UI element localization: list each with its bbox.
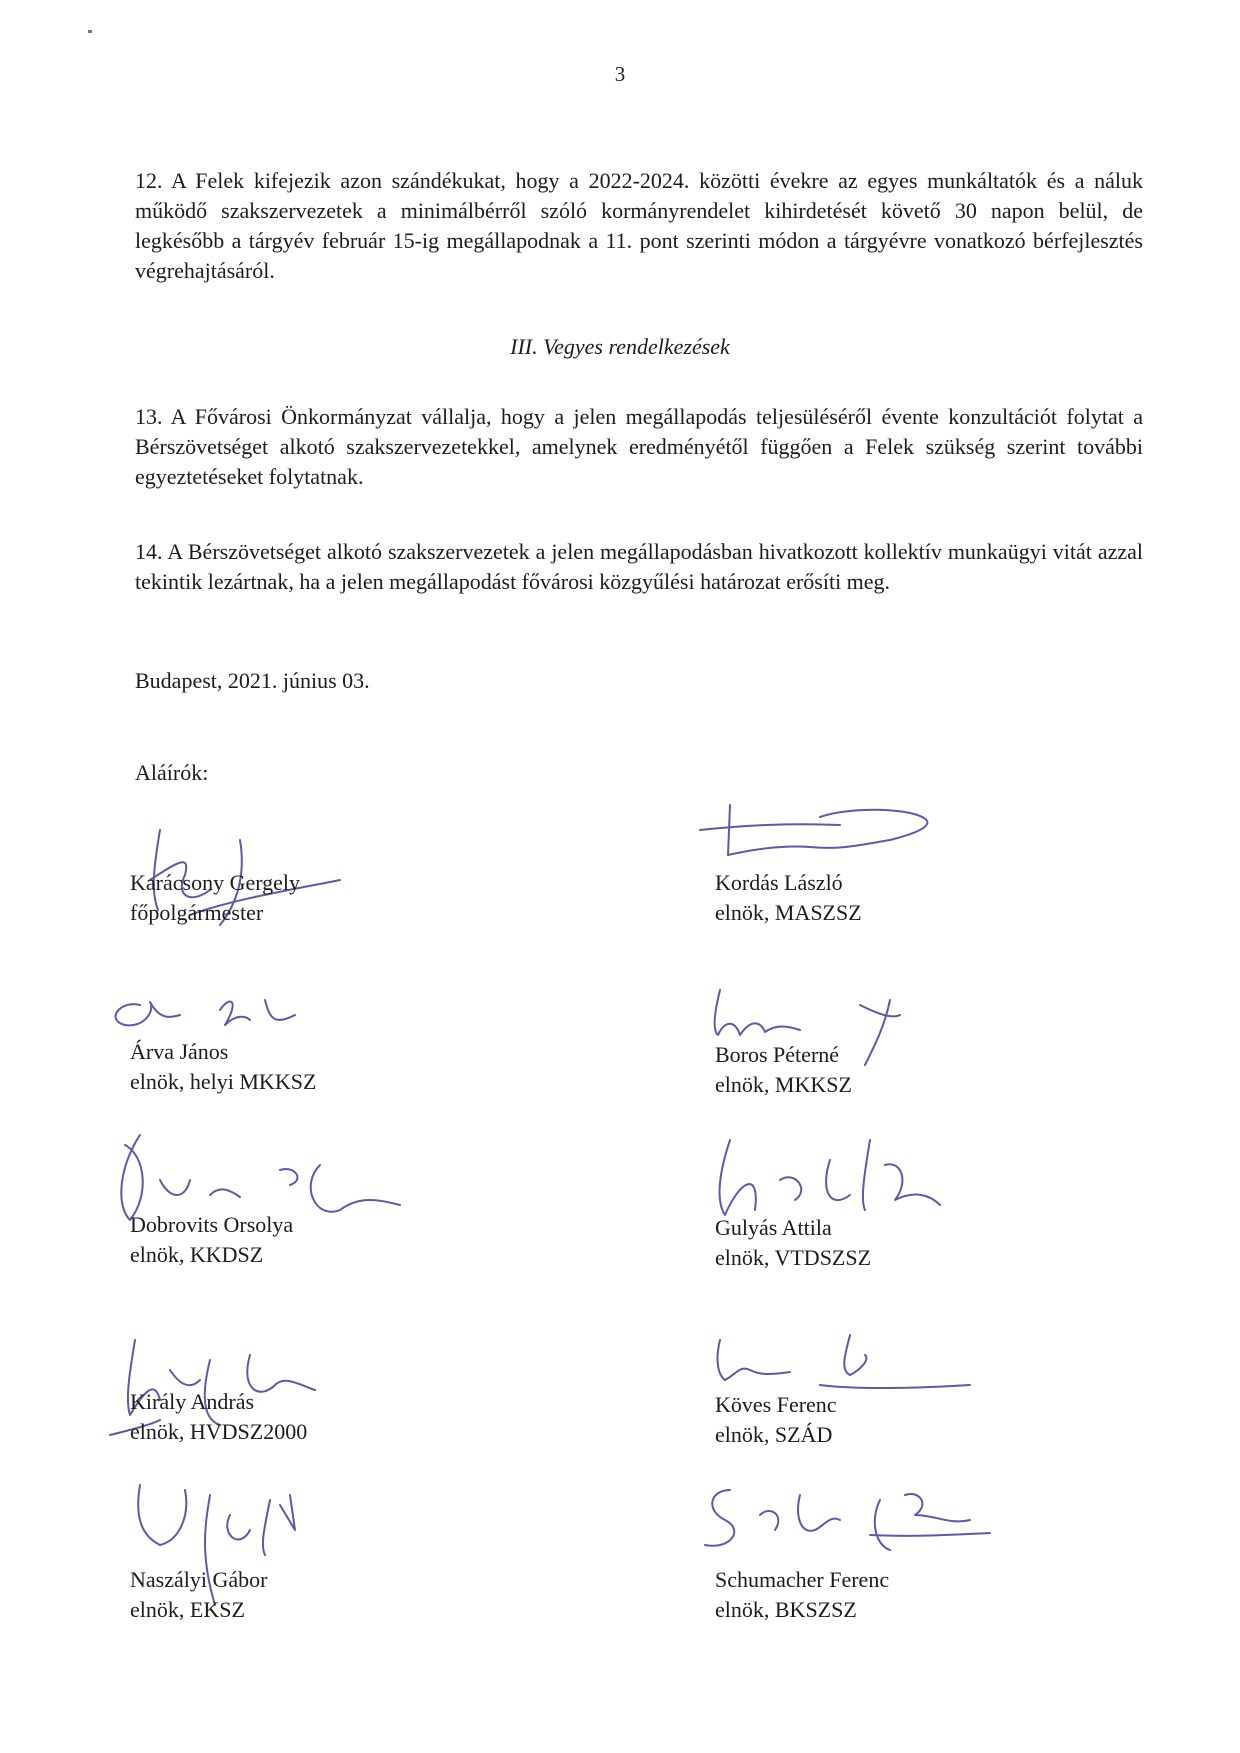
signer-name: Boros Péterné — [715, 1042, 840, 1067]
signer-title: elnök, SZÁD — [715, 1422, 833, 1447]
signer-name: Árva János — [130, 1039, 229, 1064]
signature-kordas — [690, 795, 970, 875]
signer-title: elnök, EKSZ — [130, 1597, 245, 1622]
signer-block — [715, 1040, 1115, 1100]
signature-arva — [100, 990, 330, 1040]
signer-name: Naszályi Gábor — [130, 1567, 268, 1592]
signer-block — [130, 1565, 530, 1625]
signer-title: főpolgármester — [130, 900, 264, 925]
signer-title: elnök, BKSZSZ — [715, 1597, 857, 1622]
paragraph-14: 14. A Bérszövetséget alkotó szakszervezetek a jelen megállapodásban hivatkozott kollektív munkaügyi vitát azzal tekintik lezártnak, ha a jelen megállapodást fővárosi közgyűlési határozat erősíti meg. — [135, 539, 1143, 594]
signer-block — [130, 1210, 530, 1270]
signer-name: Király András — [130, 1389, 255, 1414]
place-date: Budapest, 2021. június 03. — [135, 668, 370, 693]
signature-schumacher — [690, 1475, 1010, 1565]
signer-block — [715, 1213, 1115, 1273]
signer-name: Dobrovits Orsolya — [130, 1212, 294, 1237]
signer-block — [715, 868, 1115, 928]
signer-name: Köves Ferenc — [715, 1392, 837, 1417]
page-number: 3 — [614, 62, 626, 86]
signer-name: Gulyás Attila — [715, 1215, 832, 1240]
signer-title: elnök, helyi MKKSZ — [130, 1069, 317, 1094]
signer-title: elnök, MASZSZ — [715, 900, 862, 925]
signer-title: elnök, HVDSZ2000 — [130, 1419, 308, 1444]
paragraph-12: 12. A Felek kifejezik azon szándékukat, hogy a 2022-2024. közötti évekre az egyes munkáltatók és a náluk működő szakszervezetek a minimálbérről szóló kormányrendelet kihirdetését követő 30 napon belül, de legkésőbb a tárgyév február 15-ig megállapodnak a 11. pont szerinti módon a tárgyévre vonatkozó bérfejlesztés végrehajtásáról. — [135, 168, 1143, 283]
signer-name: Schumacher Ferenc — [715, 1567, 890, 1592]
signer-title: elnök, KKDSZ — [130, 1242, 264, 1267]
signer-block — [130, 868, 530, 928]
signer-name: Kordás László — [715, 870, 843, 895]
paragraph-13: 13. A Fővárosi Önkormányzat vállalja, hogy a jelen megállapodás teljesüléséről évente konzultációt folytat a Bérszövetséget alkotó szakszervezetekkel, amelynek eredményétől függően a Felek szükség szerint további egyeztetéseket folytatnak. — [135, 404, 1143, 489]
signer-block — [715, 1565, 1115, 1625]
signer-name: Karácsony Gergely — [130, 870, 301, 895]
signer-title: elnök, VTDSZSZ — [715, 1245, 872, 1270]
signers-label: Aláírók: — [135, 760, 209, 785]
scan-artifact — [88, 30, 92, 33]
section-heading: III. Vegyes rendelkezések — [510, 334, 730, 359]
signer-block — [130, 1387, 530, 1447]
signer-block — [130, 1037, 530, 1097]
signer-block — [715, 1390, 1115, 1450]
signer-title: elnök, MKKSZ — [715, 1072, 852, 1097]
